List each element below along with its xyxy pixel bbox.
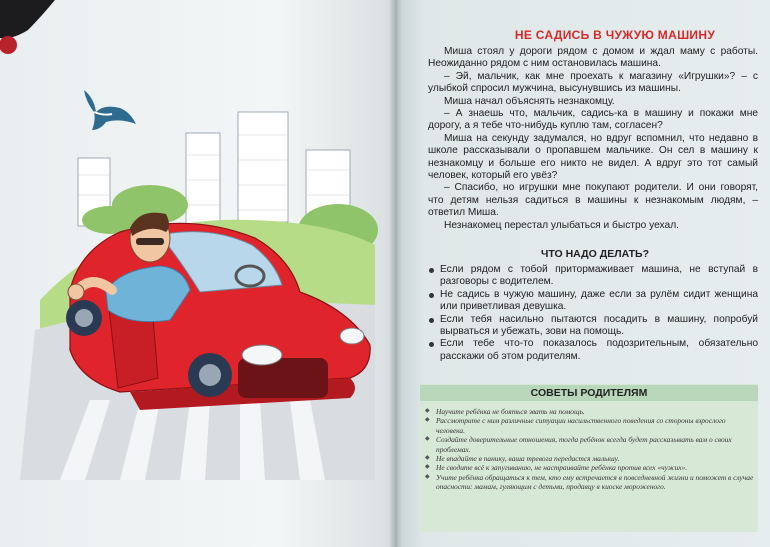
story-paragraph: – Спасибо, но игрушки мне покупают родители. И они говорят, что детям нельзя садиться в машины к незнакомым людям, – ответил Миша. [428,182,758,219]
list-item: ◆ Рассмотрите с ним различные ситуации насильственного поведения со стороны взрослого человека. [424,416,754,435]
what-to-do-heading: ЧТО НАДО ДЕЛАТЬ? [540,248,650,260]
what-to-do-list [428,264,758,363]
list-item: Не садись в чужую машину, даже если за рулём сидит женщина или приветливая девушка. [428,289,758,314]
story-text [428,46,758,232]
parents-advice-heading: СОВЕТЫ РОДИТЕЛЯМ [420,385,758,401]
story-paragraph: Миша начал объяснять незнакомцу. [444,95,615,107]
story-paragraph: Незнакомец перестал улыбаться и быстро уехал. [444,219,679,231]
list-item: ◆ Научите ребёнка не бояться звать на помощь. [424,407,754,416]
list-item: Если рядом с тобой притормаживает машина, не вступай в разговоры с водителем. [428,264,758,289]
sunglasses [136,238,164,245]
list-item: ◆ Не впадайте в панику, ваша тревога передастся малышу. [424,454,754,463]
story-paragraph: – Эй, мальчик, как мне проехать к магазину «Игрушки»? – с улыбкой спросил мужчина, высунувшись из машины. [428,70,758,95]
story-paragraph: Миша на секунду задумался, но вдруг вспомнил, что недавно в школе рассказывали о пропавшем мальчике. Он сел в машину к незнакомцу и больше его никто не видел. А вдруг это тот самый человек, который его увёз? [428,132,758,182]
headlight [242,345,282,365]
building [186,133,220,225]
story-paragraph: – А знаешь что, мальчик, садись-ка в машину и покажи мне дорогу, а я тебе что-нибудь куплю там, согласен? [428,108,758,132]
story-paragraph: Миша стоял у дороги рядом с домом и ждал маму с работы. Неожиданно рядом с ним остановилась машина. [428,46,758,70]
list-item: Если тебя насильно пытаются посадить в машину, попробуй вырваться и убежать, зови на помощь. [428,314,758,339]
parents-advice-list [424,407,754,492]
story-title: НЕ САДИСЬ В ЧУЖУЮ МАШИНУ [514,28,716,42]
list-item: ◆ Не сводите всё к запугиванию, не настраивайте ребёнка против всех «чужих». [424,463,754,472]
corner-red-object [0,36,17,54]
list-item: ◆ Учите ребёнка обращаться к тем, кто ему встречается в повседневной жизни и поможет в случае опасности: мамам, гуляющим с детьми, продавцу в киоске мороженого. [424,473,754,492]
headlight [340,328,364,344]
building [238,112,288,222]
bird-icon [84,90,136,130]
corner-object [0,0,55,38]
list-item: Если тебе что-то показалось подозрительным, обязательно расскажи об этом родителям. [428,338,758,363]
list-item: ◆ Создайте доверительные отношения, тогда ребёнок всегда будет рассказывать вам о своих проблемах. [424,435,754,454]
